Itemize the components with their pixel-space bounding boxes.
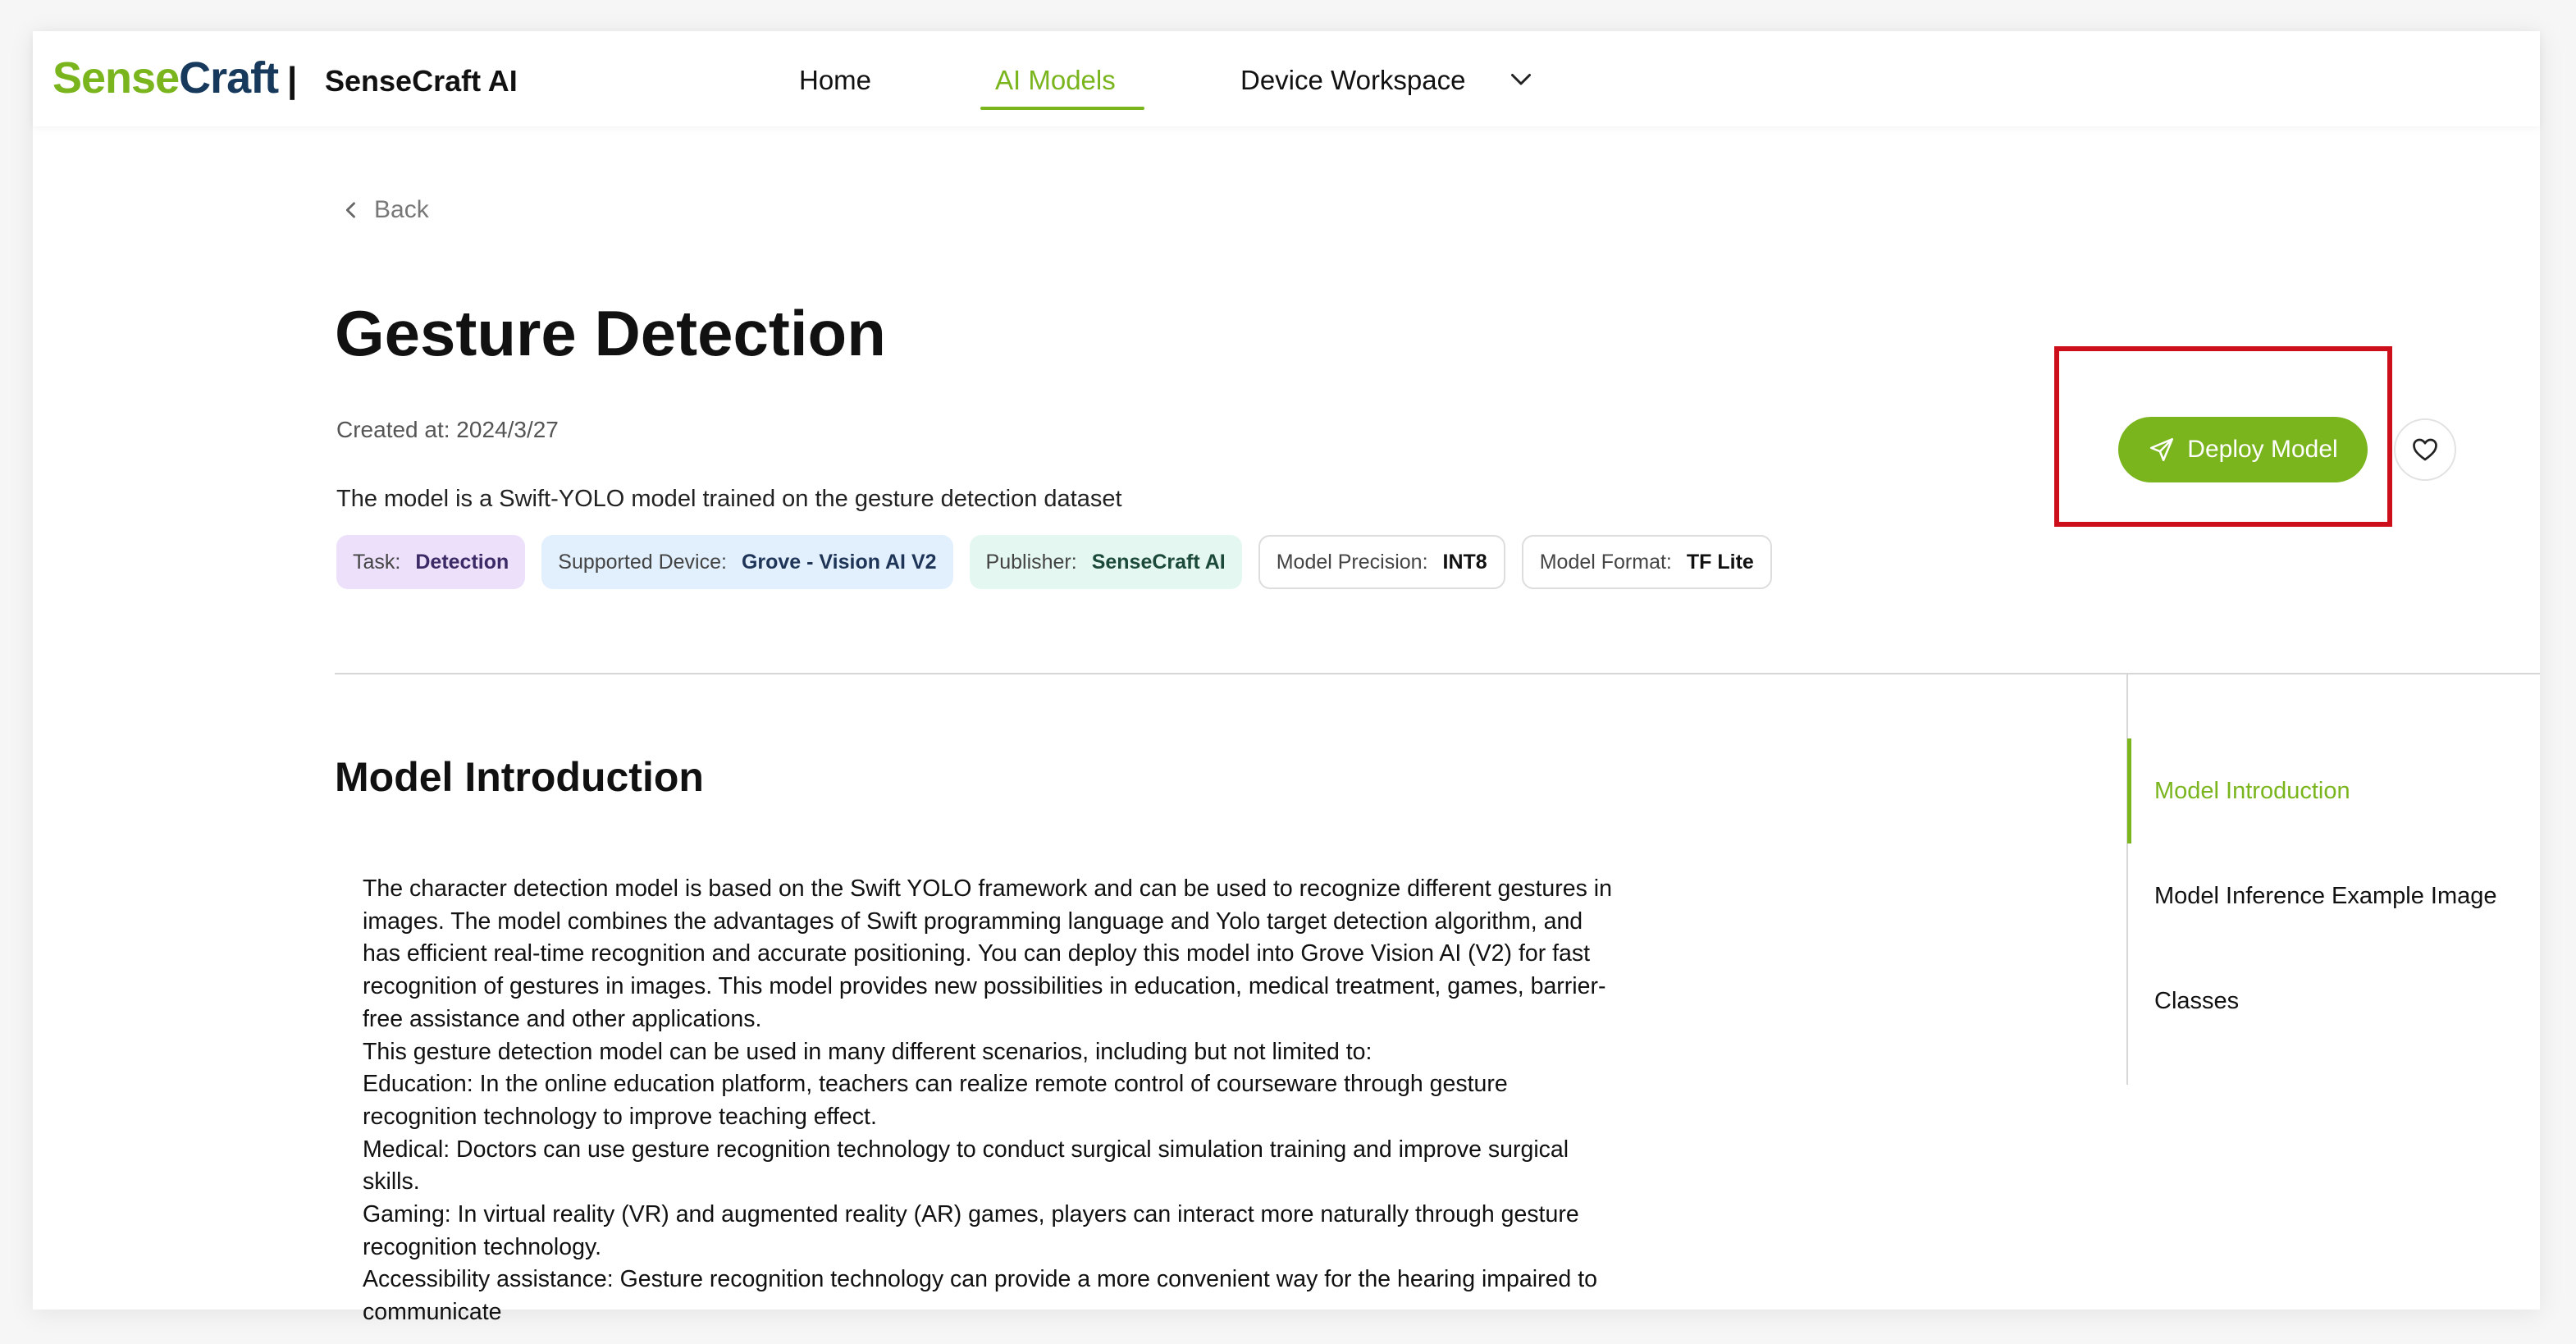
- intro-line: The character detection model is based on the Swift YOLO framework and can be used to recognize different gestures in: [363, 875, 1612, 902]
- tag-key: Task:: [353, 550, 401, 574]
- nav-ai-models[interactable]: AI Models: [995, 65, 1116, 95]
- intro-line: communicate: [363, 1299, 502, 1326]
- nav-home[interactable]: Home: [799, 65, 872, 95]
- brand-name: SenseCraft AI: [325, 64, 518, 98]
- heart-icon: [2410, 435, 2440, 464]
- model-tags: [336, 535, 1772, 589]
- chevron-left-icon: [340, 199, 363, 222]
- intro-line: has efficient real-time recognition and accurate positioning. You can deploy this model into Grove Vision AI (V2) for fast: [363, 940, 1591, 967]
- toc-model-inference-example-image[interactable]: Model Inference Example Image: [2154, 883, 2497, 909]
- intro-line: images. The model combines the advantages of Swift programming language and Yolo target detection algorithm, and: [363, 907, 1583, 935]
- intro-line: Education: In the online education platform, teachers can realize remote control of courseware through gesture: [363, 1071, 1508, 1098]
- logo-craft: Craft: [179, 53, 279, 103]
- content-divider: [335, 673, 2540, 674]
- intro-line: recognition of gestures in images. This model provides new possibilities in education, medical treatment, games, barrier-: [363, 973, 1606, 1000]
- tag-supported-device: [541, 535, 952, 589]
- nav-device-workspace[interactable]: Device Workspace: [1240, 65, 1466, 95]
- back-label: Back: [374, 196, 429, 223]
- intro-line: Gaming: In virtual reality (VR) and augmented reality (AR) games, players can interact more naturally through gesture: [363, 1201, 1579, 1228]
- intro-line: recognition technology to improve teaching effect.: [363, 1103, 877, 1130]
- toc-model-introduction[interactable]: Model Introduction: [2154, 778, 2350, 804]
- tag-model-format: [1522, 535, 1772, 589]
- tag-model-precision: [1258, 535, 1505, 589]
- created-date: Created at: 2024/3/27: [336, 417, 559, 442]
- sensecraft-logo[interactable]: [53, 49, 278, 107]
- intro-line: skills.: [363, 1168, 420, 1195]
- favorite-button[interactable]: [2394, 418, 2456, 481]
- model-description: The model is a Swift-YOLO model trained on the gesture detection dataset: [336, 486, 1122, 512]
- tag-value: INT8: [1442, 550, 1487, 574]
- toc-classes[interactable]: Classes: [2154, 988, 2240, 1014]
- intro-line: recognition technology.: [363, 1233, 601, 1260]
- page-title: Gesture Detection: [335, 297, 886, 369]
- send-icon: [2148, 436, 2176, 464]
- app-window: [33, 31, 2540, 1326]
- tag-value: Detection: [415, 550, 509, 574]
- back-link[interactable]: [340, 192, 429, 228]
- tag-key: Publisher:: [985, 550, 1077, 574]
- deploy-model-button[interactable]: [2118, 417, 2368, 482]
- model-introduction-text: [363, 873, 1823, 1329]
- tag-value: TF Lite: [1686, 550, 1754, 574]
- intro-line: Accessibility assistance: Gesture recognition technology can provide a more convenient way for the hearing impaired to: [363, 1266, 1597, 1293]
- top-header: [33, 31, 2540, 126]
- tag-key: Model Format:: [1539, 550, 1672, 574]
- tag-key: Model Precision:: [1276, 550, 1428, 574]
- intro-line: Medical: Doctors can use gesture recognition technology to conduct surgical simulation training and improve surgical: [363, 1136, 1569, 1163]
- toc-rail: [2126, 674, 2128, 1085]
- nav-active-indicator: [980, 107, 1144, 110]
- deploy-model-label: Deploy Model: [2187, 436, 2338, 463]
- logo-sense: Sense: [53, 53, 180, 103]
- section-title-model-introduction: Model Introduction: [335, 754, 704, 800]
- tag-value: Grove - Vision AI V2: [741, 550, 937, 574]
- intro-line: free assistance and other applications.: [363, 1005, 762, 1032]
- intro-line: This gesture detection model can be used in many different scenarios, including but not limited to:: [363, 1038, 1372, 1065]
- tag-task: [336, 535, 525, 589]
- brand-separator: |: [287, 60, 298, 100]
- tag-key: Supported Device:: [558, 550, 727, 574]
- chevron-down-icon[interactable]: [1506, 64, 1536, 94]
- toc-active-indicator: [2127, 738, 2131, 843]
- tag-value: SenseCraft AI: [1091, 550, 1226, 574]
- tag-publisher: [970, 535, 1242, 589]
